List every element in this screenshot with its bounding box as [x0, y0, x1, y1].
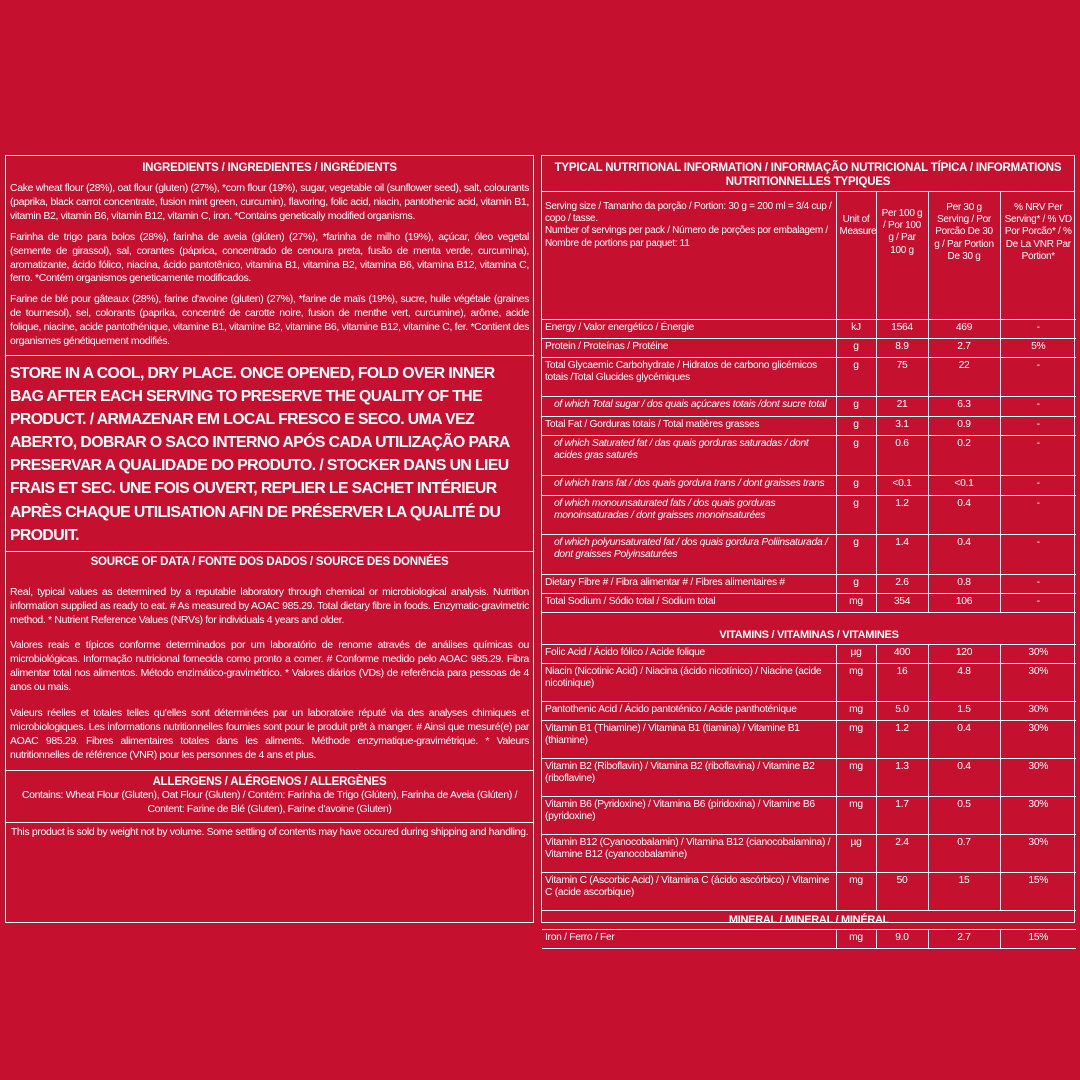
nutrient-name: Dietary Fibre # / Fibra alimentar # / Fibres alimentaires #	[542, 574, 836, 593]
nrv-cell: -	[1000, 593, 1076, 612]
source-pt: Valores reais e típicos conforme determinados por um laboratório de renome através de análises químicas ou microbiológicas. Informação nutricional fornecida como pronto a comer. # Conforme medido pelo AOAC 985.29. Fibra alimentar total nos alimentos. Método enzimático-gravimétrico. * Valores diários (VDs) de referência para pessoas de 4 anos ou mais.	[10, 639, 529, 694]
unit-cell: g	[836, 357, 876, 396]
per100-cell: 21	[876, 396, 928, 416]
per100-cell: 1.2	[876, 720, 928, 758]
allergens-line-1: Contains: Wheat Flour (Gluten), Oat Flour (Gluten) / Contém: Farinha de Trigo (Glúten), Farinha de Aveia (Glúten) /	[21, 788, 518, 801]
nutrition-title-line-1: TYPICAL NUTRITIONAL INFORMATION / INFORMAÇÃO NUTRICIONAL TÍPICA / INFORMATIONS	[554, 162, 1062, 174]
nrv-cell: 30%	[1000, 720, 1076, 758]
per100-cell: 8.9	[876, 338, 928, 357]
unit-cell: g	[836, 435, 876, 475]
ingredients-fr: Farine de blé pour gâteaux (28%), farine d'avoine (gluten) (27%), *farine de maïs (19%), sucre, huile végétale (graines de tournesol), sel, colorants (paprika, concentré de carotte noire, fusion de menthe vert, curcumine), arôme, acide folique, niacine, acide pantothénique, vitamine B1, vitamine B2, vitamine B6, vitamine B12, vitamine C, fer. *Contient des organismes génétiquement modifiés.	[6, 293, 533, 356]
unit-cell: g	[836, 416, 876, 435]
table-row	[542, 872, 1076, 910]
nrv-cell: -	[1000, 435, 1076, 475]
ingredients-title: INGREDIENTS / INGREDIENTES / INGRÉDIENTS	[142, 162, 397, 174]
per100-cell: 0.6	[876, 435, 928, 475]
nrv-cell: 30%	[1000, 796, 1076, 834]
nutrient-name: Niacin (Nicotinic Acid) / Niacina (ácido nicotínico) / Niacine (acide nicotinique)	[542, 663, 836, 701]
nrv-cell: -	[1000, 534, 1076, 574]
nutrient-name: of which Total sugar / dos quais açúcares totais /dont sucre total	[542, 396, 836, 416]
unit-cell: mg	[836, 593, 876, 612]
per100-cell: 400	[876, 644, 928, 663]
nrv-cell: -	[1000, 416, 1076, 435]
nutrient-name: Energy / Valor energético / Énergie	[542, 319, 836, 338]
per100-cell: 2.6	[876, 574, 928, 593]
table-row	[542, 593, 1076, 612]
nutrient-name: Vitamin B6 (Pyridoxine) / Vitamina B6 (piridoxina) / Vitamine B6 (pyridoxine)	[542, 796, 836, 834]
nutrition-title	[542, 156, 1074, 192]
table-row	[542, 720, 1076, 758]
nrv-cell: 30%	[1000, 663, 1076, 701]
vitamins-title: VITAMINS / VITAMINAS / VITAMINES	[542, 612, 1076, 644]
per30-cell: 0.9	[928, 416, 1000, 435]
per30-cell: 106	[928, 593, 1000, 612]
storage-instructions: STORE IN A COOL, DRY PLACE. ONCE OPENED, FOLD OVER INNER BAG AFTER EACH SERVING TO PRESERVE THE QUALITY OF THE PRODUCT. / ARMAZENAR EM LOCAL FRESCO E SECO. UMA VEZ ABERTO, DOBRAR O SACO INTERNO APÓS CADA UTILIZAÇÃO PARA PRESERVAR A QUALIDADE DO PRODUTO. / STOCKER DANS UN LIEU FRAIS ET SEC. UNE FOIS OUVERT, REPLIER LE SACHET INTÉRIEUR APRÈS CHAQUE UTILISATION AFIN DE PRÉSERVER LA QUALITÉ DU PRODUIT.	[6, 356, 533, 552]
source-fr: Valeurs réelles et totales telles qu'elles sont déterminées par un laboratoire réputé via des analyses chimiques et microbiologiques. Les informations nutritionnelles fournies sont pour le produit prêt à manger. # Ainsi que mesuré(e) par AOAC 985.29. Fibres alimentaires totales dans les aliments. Méthode enzymatique-gravimétrique. * Valeurs nutritionnelles de référence (VNR) pour les personnes de 4 ans et plus.	[6, 707, 533, 771]
table-header-row	[542, 192, 1076, 319]
nrv-cell: -	[1000, 319, 1076, 338]
table-row	[542, 534, 1076, 574]
vitamins-section-row	[542, 612, 1076, 644]
nutrient-name: Total Fat / Gorduras totais / Total matières grasses	[542, 416, 836, 435]
nrv-cell: 30%	[1000, 758, 1076, 796]
footer-note: This product is sold by weight not by volume. Some settling of contents may have occured during shipping and handling.	[10, 825, 529, 838]
unit-cell: mg	[836, 758, 876, 796]
per100-header: Per 100 g / Por 100 g / Par 100 g	[876, 192, 928, 319]
table-row	[542, 644, 1076, 663]
per100-cell: 1.7	[876, 796, 928, 834]
serving-info-cell	[542, 192, 836, 319]
per30-cell: 0.5	[928, 796, 1000, 834]
table-row	[542, 929, 1076, 948]
per30-cell: 1.5	[928, 701, 1000, 720]
per100-cell: <0.1	[876, 475, 928, 495]
per100-cell: 1564	[876, 319, 928, 338]
servings-per-pack: Number of servings per pack / Número de porções por embalagem / Nombre de portions par paquet: 11	[545, 225, 828, 249]
per100-cell: 1.2	[876, 495, 928, 534]
unit-cell: g	[836, 495, 876, 534]
table-row	[542, 495, 1076, 534]
allergens-title: ALLERGENS / ALÉRGENOS / ALLERGÈNES	[152, 775, 387, 788]
allergens-line-2: Content: Farine de Blé (Gluten), Farine d'avoine (Gluten)	[6, 803, 533, 823]
per30-cell: 22	[928, 357, 1000, 396]
nutrient-name: Protein / Proteínas / Protéine	[542, 338, 836, 357]
table-row	[542, 758, 1076, 796]
unit-cell: mg	[836, 720, 876, 758]
unit-cell: mg	[836, 701, 876, 720]
per30-cell: 6.3	[928, 396, 1000, 416]
unit-cell: g	[836, 338, 876, 357]
serving-size: Serving size / Tamanho da porção / Portion: 30 g = 200 ml = 3/4 cup / copo / tasse.	[545, 201, 832, 225]
per100-cell: 1.3	[876, 758, 928, 796]
nutrition-panel	[541, 155, 1075, 943]
per100-cell: 1.4	[876, 534, 928, 574]
minerals-title: MINERAL / MINERAL / MINÉRAL	[542, 910, 1076, 929]
table-row	[542, 319, 1076, 338]
unit-cell: mg	[836, 663, 876, 701]
per100-cell: 354	[876, 593, 928, 612]
per30-cell: 0.8	[928, 574, 1000, 593]
table-row	[542, 435, 1076, 475]
per30-cell: 2.7	[928, 338, 1000, 357]
nrv-cell: 15%	[1000, 929, 1076, 948]
per30-cell: 0.4	[928, 495, 1000, 534]
unit-cell: mg	[836, 872, 876, 910]
nutrient-name: of which trans fat / dos quais gordura trans / dont graisses trans	[542, 475, 836, 495]
source-title: SOURCE OF DATA / FONTE DOS DADOS / SOURCE DES DONNÉES	[90, 555, 449, 568]
nrv-header: % NRV Per Serving* / % VD Por Porcão* / % De La VNR Par Portion*	[1000, 192, 1076, 319]
nutrient-name: Iron / Ferro / Fer	[542, 929, 836, 948]
unit-cell: mg	[836, 929, 876, 948]
table-row	[542, 475, 1076, 495]
nutrient-name: Total Sodium / Sódio total / Sodium total	[542, 593, 836, 612]
nutrient-name: Vitamin C (Ascorbic Acid) / Vitamina C (ácido ascórbico) / Vitamine C (acide ascorbique)	[542, 872, 836, 910]
table-row	[542, 357, 1076, 396]
nutrition-table	[542, 192, 1076, 949]
nutrient-name: Folic Acid / Ácido fólico / Acide folique	[542, 644, 836, 663]
per30-cell: 15	[928, 872, 1000, 910]
table-row	[542, 416, 1076, 435]
unit-cell: mg	[836, 796, 876, 834]
mineral-rows	[542, 929, 1076, 948]
nrv-cell: -	[1000, 396, 1076, 416]
nrv-cell: -	[1000, 357, 1076, 396]
unit-header: Unit of Measure	[836, 192, 876, 319]
nutrient-name: Total Glycaemic Carbohydrate / Hidratos de carbono glicémicos totais /Total Glucides glycémiques	[542, 357, 836, 396]
nrv-cell: -	[1000, 495, 1076, 534]
nrv-cell: -	[1000, 475, 1076, 495]
per30-cell: 4.8	[928, 663, 1000, 701]
per100-cell: 75	[876, 357, 928, 396]
ingredients-pt: Farinha de trigo para bolos (28%), farinha de aveia (glúten) (27%), *farinha de milho (19%), açúcar, óleo vegetal (semente de girassol), sal, corantes (páprica, concentrado de cenoura preta, fusão de menta verde, curcumina), aromatizante, ácido fólico, niacina, ácido pantotênico, vitamina B1, vitamina B2, vitamina B6, vitamina B12, vitamina C, ferro. *Contém organismos geneticamente modificados.	[10, 230, 529, 285]
per30-cell: 120	[928, 644, 1000, 663]
per30-cell: 0.7	[928, 834, 1000, 872]
ingredients-panel	[5, 155, 534, 923]
ingredients-en: Cake wheat flour (28%), oat flour (gluten) (27%), *corn flour (19%), sugar, vegetable oil (sunflower seed), salt, colourants (paprika, black carrot concentrate, fusion mint green, curcumin), flavoring, folic acid, niacin, pantothenic acid, vitamin B1, vitamin B2, vitamin B6, vitamin B12, vitamin C, iron. *Contains genetically modified organisms.	[10, 182, 529, 222]
nrv-cell: -	[1000, 574, 1076, 593]
nutrient-name: of which monounsaturated fats / dos quais gorduras monoinsaturadas / dont graisses monoinsaturées	[542, 495, 836, 534]
unit-cell: µg	[836, 834, 876, 872]
per100-cell: 3.1	[876, 416, 928, 435]
per30-cell: 2.7	[928, 929, 1000, 948]
unit-cell: g	[836, 574, 876, 593]
per100-cell: 50	[876, 872, 928, 910]
vitamin-rows	[542, 644, 1076, 910]
table-row	[542, 796, 1076, 834]
minerals-section-row	[542, 910, 1076, 929]
nrv-cell: 30%	[1000, 701, 1076, 720]
table-row	[542, 834, 1076, 872]
unit-cell: µg	[836, 644, 876, 663]
per100-cell: 9.0	[876, 929, 928, 948]
nutrition-title-line-2: NUTRITIONNELLES TYPIQUES	[725, 176, 891, 188]
per30-header: Per 30 g Serving / Por Porcão De 30 g / Par Portion De 30 g	[928, 192, 1000, 319]
nrv-cell: 30%	[1000, 644, 1076, 663]
nutrient-name: of which Saturated fat / das quais gorduras saturadas / dont acides gras saturés	[542, 435, 836, 475]
per100-cell: 5.0	[876, 701, 928, 720]
unit-cell: kJ	[836, 319, 876, 338]
unit-cell: g	[836, 475, 876, 495]
table-row	[542, 663, 1076, 701]
table-row	[542, 574, 1076, 593]
nutrient-name: Vitamin B12 (Cyanocobalamin) / Vitamina B12 (cianocobalamina) / Vitamine B12 (cyanocobalamine)	[542, 834, 836, 872]
per100-cell: 2.4	[876, 834, 928, 872]
per100-cell: 16	[876, 663, 928, 701]
per30-cell: 0.2	[928, 435, 1000, 475]
nutrient-name: Pantothenic Acid / Ácido pantoténico / Acide panthoténique	[542, 701, 836, 720]
table-row	[542, 338, 1076, 357]
nrv-cell: 15%	[1000, 872, 1076, 910]
per30-cell: 0.4	[928, 758, 1000, 796]
nutrient-name: of which polyunsaturated fat / dos quais gordura Poliinsaturada / dont graisses Polyinsaturées	[542, 534, 836, 574]
per30-cell: 469	[928, 319, 1000, 338]
nrv-cell: 30%	[1000, 834, 1076, 872]
source-en: Real, typical values as determined by a reputable laboratory through chemical or microbiological analysis. Nutrition information supplied as ready to eat. # As measured by AOAC 985.29. Total dietary fibre in foods. Enzymatic-gravimetric method. * Nutrient Reference Values (NRVs) for individuals 4 years and older.	[10, 585, 529, 626]
unit-cell: g	[836, 534, 876, 574]
nrv-cell: 5%	[1000, 338, 1076, 357]
per30-cell: 0.4	[928, 534, 1000, 574]
per30-cell: 0.4	[928, 720, 1000, 758]
table-row	[542, 396, 1076, 416]
unit-cell: g	[836, 396, 876, 416]
nutrient-name: Vitamin B1 (Thiamine) / Vitamina B1 (tiamina) / Vitamine B1 (thiamine)	[542, 720, 836, 758]
per30-cell: <0.1	[928, 475, 1000, 495]
table-row	[542, 701, 1076, 720]
nutrient-name: Vitamin B2 (Riboflavin) / Vitamina B2 (riboflavina) / Vitamine B2 (riboflavine)	[542, 758, 836, 796]
macronutrient-rows	[542, 319, 1076, 612]
